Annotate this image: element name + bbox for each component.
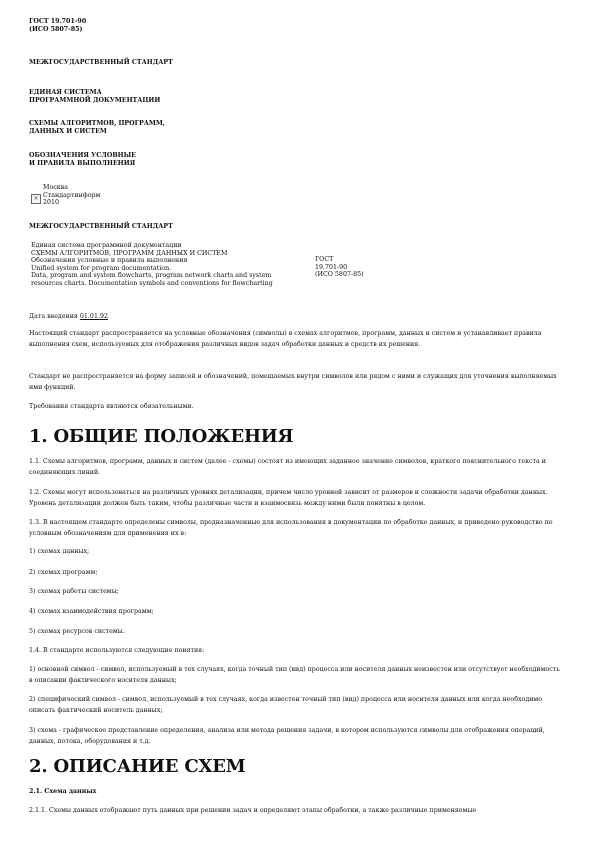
- definition-1: 1) основной символ - символ, используемый в тех случаях, когда точный тип (вид) процесса или носителя данных неизвестен или отсутствует необходимость в описании фактического носителя данных;: [29, 666, 560, 684]
- section-1-heading: 1. ОБЩИЕ ПОЛОЖЕНИЯ: [29, 426, 294, 447]
- list-item: 4) схемах взаимодействия программ;: [29, 608, 154, 615]
- introduction-date: Дата введения 01.01.92: [29, 313, 108, 320]
- title-schemes: СХЕМЫ АЛГОРИТМОВ, ПРОГРАММ, ДАННЫХ И СИСТЕМ: [29, 120, 165, 135]
- paragraph-1-3: 1.3. В настоящем стандарте определены символы, предназначенные для использования в документации по обработке данных, и приведено руководство по условным обозначениям для применения их в:: [29, 519, 553, 537]
- list-item: 1) схемах данных;: [29, 548, 90, 555]
- definition-3: 3) схема - графическое представление определения, анализа или метода решения задачи, в котором используются символы для отображения операций, данных, потока, оборудования и т.д.: [29, 727, 545, 745]
- interstate-standard-label-2: МЕЖГОСУДАРСТВЕННЫЙ СТАНДАРТ: [29, 223, 173, 230]
- standard-designation-right: ГОСТ 19.701-90 (ИСО 5807-85): [315, 256, 364, 279]
- title-notation: ОБОЗНАЧЕНИЯ УСЛОВНЫЕ И ПРАВИЛА ВЫПОЛНЕНИЯ: [29, 152, 136, 167]
- section-2-heading: 2. ОПИСАНИЕ СХЕМ: [29, 756, 246, 777]
- title-system: ЕДИНАЯ СИСТЕМА ПРОГРАММНОЙ ДОКУМЕНТАЦИИ: [29, 89, 161, 104]
- gost-number: ГОСТ 19.701-90: [29, 18, 87, 25]
- intro-paragraph-2: Стандарт не распространяется на форму записей и обозначений, помещаемых внутри символов или рядом с ними и служащих для уточнения выполняемых ими функций.: [29, 373, 557, 391]
- definition-2: 2) специфический символ - символ, используемый в тех случаях, когда известен точный тип (вид) процесса или носителя данных или когда необходимо описать фактический носитель данных;: [29, 696, 543, 714]
- publisher-info: [43, 184, 100, 207]
- paragraph-1-2: 1.2. Схемы могут использоваться на различных уровнях детализации, причем число уровней зависит от размеров и сложности задачи обработки данных. Уровень детализации должен быть таким, чтобы различные части и взаимосвязь между ними были понятны в целом.: [29, 489, 548, 507]
- iso-number: (ИСО 5807-85): [29, 25, 83, 33]
- subsection-2-1: 2.1. Схема данных: [29, 788, 97, 795]
- interstate-standard-label: МЕЖГОСУДАРСТВЕННЫЙ СТАНДАРТ: [29, 59, 173, 66]
- publisher-name: Стандартинформ: [43, 191, 101, 199]
- date-link[interactable]: 01.01.92: [79, 313, 108, 320]
- paragraph-1-1: 1.1. Схемы алгоритмов, программ, данных и систем (далее - схемы) состоят из имеющих заданное значение символов, краткого пояснительного текста и соединяющих линий.: [29, 458, 546, 476]
- gost-designation: [29, 18, 86, 33]
- standard-title-block: Единая система программной документации СХЕМЫ АЛГОРИТМОВ, ПРОГРАММ ДАННЫХ И СИСТЕМ Обозначения условные и правила выполнения Unified system for program documentation. Data, program and system flowcharts, program network charts and system resources charts. Documentation symbols and conventions for flowcharting: [31, 242, 273, 287]
- intro-paragraph-3: Требования стандарта являются обязательными.: [29, 403, 194, 410]
- paragraph-1-4: 1.4. В стандарте используются следующие понятия:: [29, 647, 205, 654]
- list-item: 2) схемах программ;: [29, 569, 98, 576]
- intro-paragraph-1: Настоящий стандарт распространяется на условные обозначения (символы) в схемах алгоритмов, программ, данных и систем и устанавливает правила выполнения схем, используемых для отображения различных видов задач обработки данных и средств их решения.: [29, 330, 542, 348]
- publisher-year: 2010: [43, 199, 60, 207]
- list-item: 5) схемах ресурсов системы.: [29, 628, 125, 635]
- paragraph-2-1-1: 2.1.1. Схемы данных отображают путь данных при решении задач и определяют этапы обработки, а также различные применяемые: [29, 807, 477, 814]
- publisher-city: Москва: [43, 184, 68, 191]
- list-item: 3) схемах работы системы;: [29, 588, 119, 595]
- broken-image-icon: ×: [31, 194, 41, 204]
